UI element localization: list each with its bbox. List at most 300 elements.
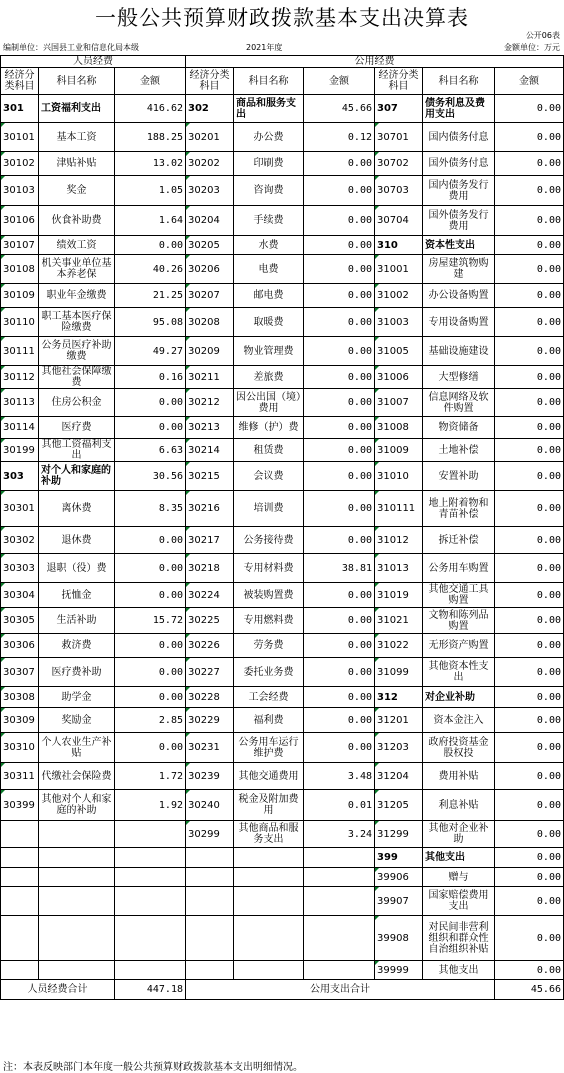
- amount-cell: 0.00: [495, 389, 564, 417]
- code-cell: 30108: [1, 255, 39, 284]
- amount-cell: 2.85: [115, 708, 186, 733]
- table-row: [1, 608, 564, 634]
- item-name-cell: 房屋建筑物购建: [423, 255, 495, 284]
- code-cell: 30103: [1, 176, 39, 206]
- item-name-cell: 工会经费: [234, 687, 304, 708]
- amount-cell: 0.00: [115, 236, 186, 255]
- item-name-cell: 国外债务付息: [423, 152, 495, 176]
- code-cell: [1, 887, 39, 916]
- table-row: [1, 887, 564, 916]
- amount-cell: 0.16: [115, 366, 186, 389]
- item-name-cell: 其他对个人和家庭的补助: [39, 790, 115, 821]
- item-name-cell: 奖金: [39, 176, 115, 206]
- amount-cell: 49.27: [115, 337, 186, 366]
- item-name-cell: 物业管理费: [234, 337, 304, 366]
- table-row: [1, 527, 564, 554]
- code-cell: 310111: [375, 491, 423, 527]
- table-row: [1, 583, 564, 608]
- code-cell: 30102: [1, 152, 39, 176]
- code-cell: 31005: [375, 337, 423, 366]
- code-cell: 31006: [375, 366, 423, 389]
- code-cell: 30107: [1, 236, 39, 255]
- amount-cell: 188.25: [115, 123, 186, 152]
- amount-cell: 30.56: [115, 462, 186, 491]
- item-name-cell: 培训费: [234, 491, 304, 527]
- amount-cell: 0.00: [495, 491, 564, 527]
- item-name-cell: 医疗费补助: [39, 658, 115, 687]
- amount-cell: 0.00: [304, 439, 375, 462]
- item-name-cell: 债务利息及费用支出: [423, 95, 495, 123]
- amount-cell: 40.26: [115, 255, 186, 284]
- amount-cell: 0.00: [304, 337, 375, 366]
- table-row: [1, 961, 564, 980]
- amount-cell: 0.00: [495, 255, 564, 284]
- amount-cell: 3.24: [304, 821, 375, 848]
- item-name-cell: 咨询费: [234, 176, 304, 206]
- table-row: [1, 284, 564, 308]
- code-cell: 30305: [1, 608, 39, 634]
- footnote: 注：本表反映部门本年度一般公共预算财政拨款基本支出明细情况。: [3, 1062, 303, 1073]
- item-name-cell: 文物和陈列品购置: [423, 608, 495, 634]
- code-cell: 31299: [375, 821, 423, 848]
- code-cell: 30114: [1, 417, 39, 439]
- code-cell: 30701: [375, 123, 423, 152]
- public-total-label: 公用支出合计: [186, 980, 495, 1000]
- code-cell: 30215: [186, 462, 234, 491]
- amount-cell: 0.00: [495, 821, 564, 848]
- item-name-cell: 印刷费: [234, 152, 304, 176]
- item-name-cell: 福利费: [234, 708, 304, 733]
- table-row: [1, 176, 564, 206]
- amount-cell: 0.00: [495, 634, 564, 658]
- code-cell: 30228: [186, 687, 234, 708]
- code-cell: 30311: [1, 763, 39, 790]
- amount-cell: [304, 848, 375, 868]
- code-cell: 30226: [186, 634, 234, 658]
- code-cell: 30207: [186, 284, 234, 308]
- item-name-cell: 公务用车购置: [423, 554, 495, 583]
- amount-cell: 0.00: [495, 763, 564, 790]
- amount-cell: 0.00: [304, 687, 375, 708]
- code-cell: 30101: [1, 123, 39, 152]
- amount-cell: 0.00: [495, 308, 564, 337]
- code-cell: 31013: [375, 554, 423, 583]
- form-number: 公开06表: [525, 31, 560, 40]
- amount-cell: 0.00: [495, 439, 564, 462]
- table-row: [1, 868, 564, 887]
- amount-cell: [115, 868, 186, 887]
- item-name-cell: 代缴社会保险费: [39, 763, 115, 790]
- table-row: [1, 152, 564, 176]
- item-name-cell: 个人农业生产补贴: [39, 733, 115, 763]
- item-name-cell: 伙食补助费: [39, 206, 115, 236]
- code-cell: 30205: [186, 236, 234, 255]
- amount-cell: 0.00: [495, 284, 564, 308]
- amount-cell: 0.00: [495, 658, 564, 687]
- amount-cell: 3.48: [304, 763, 375, 790]
- group-header-row: [1, 56, 564, 68]
- code-cell: 30301: [1, 491, 39, 527]
- item-name-cell: 抚恤金: [39, 583, 115, 608]
- code-cell: 30111: [1, 337, 39, 366]
- item-name-cell: 离休费: [39, 491, 115, 527]
- code-cell: 30211: [186, 366, 234, 389]
- code-cell: 31205: [375, 790, 423, 821]
- item-name-cell: 政府投资基金股权投: [423, 733, 495, 763]
- code-cell: 31008: [375, 417, 423, 439]
- code-cell: 39908: [375, 916, 423, 961]
- code-cell: 39907: [375, 887, 423, 916]
- code-cell: 30229: [186, 708, 234, 733]
- item-name-cell: 邮电费: [234, 284, 304, 308]
- item-name-cell: 奖励金: [39, 708, 115, 733]
- table-row: [1, 763, 564, 790]
- code-cell: 30206: [186, 255, 234, 284]
- item-name-cell: 基础设施建设: [423, 337, 495, 366]
- amount-cell: 1.64: [115, 206, 186, 236]
- table-row: [1, 821, 564, 848]
- code-header: 经济分类科目: [1, 68, 39, 95]
- amount-cell: 0.00: [304, 255, 375, 284]
- item-name-cell: 国内债务付息: [423, 123, 495, 152]
- amount-cell: 38.81: [304, 554, 375, 583]
- code-cell: 303: [1, 462, 39, 491]
- table-row: [1, 658, 564, 687]
- table-row: [1, 491, 564, 527]
- item-name-cell: 其他支出: [423, 848, 495, 868]
- code-cell: [186, 916, 234, 961]
- table-row: [1, 687, 564, 708]
- compiling-unit: 编制单位：兴国县工业和信息化局本级: [3, 43, 139, 52]
- item-name-cell: [234, 848, 304, 868]
- code-cell: 30212: [186, 389, 234, 417]
- item-name-cell: 税金及附加费用: [234, 790, 304, 821]
- code-cell: 399: [375, 848, 423, 868]
- code-cell: 31010: [375, 462, 423, 491]
- amount-header: 金额: [495, 68, 564, 95]
- item-name-cell: 会议费: [234, 462, 304, 491]
- item-name-cell: 办公设备购置: [423, 284, 495, 308]
- item-name-cell: 其他交通费用: [234, 763, 304, 790]
- code-cell: 30303: [1, 554, 39, 583]
- code-cell: 30113: [1, 389, 39, 417]
- code-cell: 30231: [186, 733, 234, 763]
- item-name-cell: 资本金注入: [423, 708, 495, 733]
- item-name-cell: 拆迁补偿: [423, 527, 495, 554]
- code-cell: 307: [375, 95, 423, 123]
- item-name-cell: 土地补偿: [423, 439, 495, 462]
- amount-cell: 0.00: [115, 389, 186, 417]
- item-name-cell: 其他对企业补助: [423, 821, 495, 848]
- code-cell: [186, 961, 234, 980]
- amount-cell: 0.00: [495, 337, 564, 366]
- item-name-cell: [39, 916, 115, 961]
- amount-cell: 0.00: [304, 206, 375, 236]
- code-cell: 30704: [375, 206, 423, 236]
- item-name-cell: 生活补助: [39, 608, 115, 634]
- item-name-cell: 劳务费: [234, 634, 304, 658]
- code-cell: 30225: [186, 608, 234, 634]
- item-name-cell: 职业年金缴费: [39, 284, 115, 308]
- item-name-cell: 电费: [234, 255, 304, 284]
- amount-cell: 0.00: [304, 634, 375, 658]
- code-cell: [1, 916, 39, 961]
- amount-cell: 0.00: [495, 961, 564, 980]
- code-header: 经济分类科目: [375, 68, 423, 95]
- amount-header: 金额: [304, 68, 375, 95]
- item-name-cell: 退职（役）费: [39, 554, 115, 583]
- item-name-cell: 退休费: [39, 527, 115, 554]
- amount-cell: 0.00: [115, 687, 186, 708]
- amount-cell: 0.00: [495, 206, 564, 236]
- code-cell: 30214: [186, 439, 234, 462]
- code-cell: 31204: [375, 763, 423, 790]
- code-cell: 31002: [375, 284, 423, 308]
- code-cell: 312: [375, 687, 423, 708]
- expenditure-table: [0, 55, 564, 1000]
- item-name-cell: 对个人和家庭的补助: [39, 462, 115, 491]
- item-name-cell: 无形资产购置: [423, 634, 495, 658]
- item-name-cell: [39, 821, 115, 848]
- amount-cell: 0.00: [304, 583, 375, 608]
- amount-cell: 0.01: [304, 790, 375, 821]
- item-name-cell: 地上附着物和青苗补偿: [423, 491, 495, 527]
- amount-cell: 0.00: [115, 634, 186, 658]
- item-name-cell: [234, 868, 304, 887]
- amount-cell: [115, 821, 186, 848]
- item-name-cell: 其他交通工具购置: [423, 583, 495, 608]
- personnel-total-label: 人员经费合计: [1, 980, 115, 1000]
- code-cell: 302: [186, 95, 234, 123]
- amount-cell: 0.00: [495, 916, 564, 961]
- amount-cell: 0.00: [495, 868, 564, 887]
- item-name-cell: 专用设备购置: [423, 308, 495, 337]
- item-name-cell: 助学金: [39, 687, 115, 708]
- item-name-cell: 其他资本性支出: [423, 658, 495, 687]
- table-row: [1, 236, 564, 255]
- amount-cell: 0.00: [495, 708, 564, 733]
- table-row: [1, 308, 564, 337]
- item-name-cell: 差旅费: [234, 366, 304, 389]
- code-cell: 31007: [375, 389, 423, 417]
- code-cell: 31099: [375, 658, 423, 687]
- amount-cell: 0.00: [495, 366, 564, 389]
- code-cell: [1, 848, 39, 868]
- code-cell: 301: [1, 95, 39, 123]
- item-name-cell: 利息补贴: [423, 790, 495, 821]
- item-name-cell: 专用燃料费: [234, 608, 304, 634]
- item-name-cell: 绩效工资: [39, 236, 115, 255]
- amount-cell: 0.00: [304, 608, 375, 634]
- code-cell: 30302: [1, 527, 39, 554]
- code-cell: 30703: [375, 176, 423, 206]
- code-cell: 30110: [1, 308, 39, 337]
- amount-cell: 416.62: [115, 95, 186, 123]
- totals-row: [1, 980, 564, 1000]
- code-cell: 30199: [1, 439, 39, 462]
- item-name-cell: [234, 887, 304, 916]
- item-name-cell: 手续费: [234, 206, 304, 236]
- item-name-cell: 国家赔偿费用支出: [423, 887, 495, 916]
- amount-cell: 0.00: [304, 527, 375, 554]
- code-cell: 31021: [375, 608, 423, 634]
- amount-cell: 0.00: [115, 583, 186, 608]
- code-cell: [186, 848, 234, 868]
- amount-cell: 0.00: [304, 389, 375, 417]
- item-name-cell: [39, 887, 115, 916]
- item-name-cell: 医疗费: [39, 417, 115, 439]
- item-name-cell: 工资福利支出: [39, 95, 115, 123]
- column-header-row: [1, 68, 564, 95]
- amount-cell: 0.00: [495, 527, 564, 554]
- amount-cell: 0.00: [304, 152, 375, 176]
- amount-cell: [304, 961, 375, 980]
- code-cell: 31003: [375, 308, 423, 337]
- item-name-cell: 因公出国（境）费用: [234, 389, 304, 417]
- code-header: 经济分类科目: [186, 68, 234, 95]
- code-cell: 31001: [375, 255, 423, 284]
- code-cell: 30201: [186, 123, 234, 152]
- code-cell: 31009: [375, 439, 423, 462]
- table-row: [1, 255, 564, 284]
- table-row: [1, 733, 564, 763]
- table-row: [1, 206, 564, 236]
- personnel-group-header: 人员经费: [1, 56, 186, 68]
- code-cell: 30213: [186, 417, 234, 439]
- amount-cell: 0.00: [304, 366, 375, 389]
- code-cell: 31201: [375, 708, 423, 733]
- table-row: [1, 337, 564, 366]
- item-name-cell: 赠与: [423, 868, 495, 887]
- item-name-cell: [234, 961, 304, 980]
- code-cell: 310: [375, 236, 423, 255]
- code-cell: 30203: [186, 176, 234, 206]
- amount-cell: 8.35: [115, 491, 186, 527]
- public-group-header: 公用经费: [186, 56, 564, 68]
- item-name-cell: 专用材料费: [234, 554, 304, 583]
- amount-cell: [304, 868, 375, 887]
- code-cell: 30304: [1, 583, 39, 608]
- code-cell: 30240: [186, 790, 234, 821]
- amount-cell: 0.00: [304, 176, 375, 206]
- name-header: 科目名称: [39, 68, 115, 95]
- table-row: [1, 554, 564, 583]
- amount-cell: 1.05: [115, 176, 186, 206]
- personnel-total-value: 447.18: [115, 980, 186, 1000]
- item-name-cell: 其他商品和服务支出: [234, 821, 304, 848]
- code-cell: 30217: [186, 527, 234, 554]
- item-name-cell: 机关事业单位基本养老保: [39, 255, 115, 284]
- amount-cell: 0.00: [304, 658, 375, 687]
- code-cell: 30204: [186, 206, 234, 236]
- code-cell: 30299: [186, 821, 234, 848]
- table-row: [1, 916, 564, 961]
- item-name-cell: 对民间非营利组织和群众性自治组织补贴: [423, 916, 495, 961]
- table-row: [1, 123, 564, 152]
- code-cell: 30399: [1, 790, 39, 821]
- code-cell: 30109: [1, 284, 39, 308]
- item-name-cell: 维修（护）费: [234, 417, 304, 439]
- item-name-cell: 物资储备: [423, 417, 495, 439]
- amount-cell: 0.00: [115, 527, 186, 554]
- code-cell: 30239: [186, 763, 234, 790]
- amount-cell: [304, 887, 375, 916]
- amount-cell: 1.92: [115, 790, 186, 821]
- item-name-cell: 其他工资福利支出: [39, 439, 115, 462]
- code-cell: [1, 961, 39, 980]
- table-row: [1, 462, 564, 491]
- code-cell: 31022: [375, 634, 423, 658]
- code-cell: 30218: [186, 554, 234, 583]
- item-name-cell: 取暖费: [234, 308, 304, 337]
- amount-cell: 0.00: [495, 887, 564, 916]
- amount-cell: 1.72: [115, 763, 186, 790]
- item-name-cell: 其他社会保障缴费: [39, 366, 115, 389]
- amount-cell: 0.00: [495, 790, 564, 821]
- item-name-cell: 对企业补助: [423, 687, 495, 708]
- code-cell: 39906: [375, 868, 423, 887]
- item-name-cell: 住房公积金: [39, 389, 115, 417]
- item-name-cell: 费用补贴: [423, 763, 495, 790]
- amount-cell: 0.00: [495, 848, 564, 868]
- code-cell: 30307: [1, 658, 39, 687]
- code-cell: 31203: [375, 733, 423, 763]
- amount-cell: 45.66: [304, 95, 375, 123]
- code-cell: 30310: [1, 733, 39, 763]
- amount-cell: 0.00: [495, 152, 564, 176]
- amount-cell: 0.00: [304, 462, 375, 491]
- amount-cell: 0.00: [495, 417, 564, 439]
- item-name-cell: 资本性支出: [423, 236, 495, 255]
- item-name-cell: 其他支出: [423, 961, 495, 980]
- item-name-cell: 商品和服务支出: [234, 95, 304, 123]
- amount-cell: 0.12: [304, 123, 375, 152]
- amount-cell: 0.00: [495, 123, 564, 152]
- amount-cell: 0.00: [495, 554, 564, 583]
- code-cell: 30306: [1, 634, 39, 658]
- amount-cell: 0.00: [304, 308, 375, 337]
- item-name-cell: 委托业务费: [234, 658, 304, 687]
- amount-cell: 0.00: [304, 733, 375, 763]
- amount-cell: 0.00: [495, 95, 564, 123]
- item-name-cell: 国外债务发行费用: [423, 206, 495, 236]
- item-name-cell: 公务用车运行维护费: [234, 733, 304, 763]
- code-cell: 30209: [186, 337, 234, 366]
- item-name-cell: 基本工资: [39, 123, 115, 152]
- amount-cell: 0.00: [495, 608, 564, 634]
- amount-cell: 0.00: [304, 284, 375, 308]
- item-name-cell: 大型修缮: [423, 366, 495, 389]
- amount-cell: [115, 961, 186, 980]
- amount-cell: 0.00: [304, 708, 375, 733]
- code-cell: [1, 821, 39, 848]
- item-name-cell: 信息网络及软件购置: [423, 389, 495, 417]
- amount-cell: 0.00: [115, 417, 186, 439]
- amount-cell: [304, 916, 375, 961]
- item-name-cell: [39, 868, 115, 887]
- code-cell: 39999: [375, 961, 423, 980]
- amount-cell: 6.63: [115, 439, 186, 462]
- item-name-cell: 公务员医疗补助缴费: [39, 337, 115, 366]
- code-cell: [1, 868, 39, 887]
- code-cell: 30309: [1, 708, 39, 733]
- item-name-cell: 职工基本医疗保险缴费: [39, 308, 115, 337]
- amount-cell: 0.00: [495, 462, 564, 491]
- amount-cell: [115, 848, 186, 868]
- amount-cell: 0.00: [304, 417, 375, 439]
- item-name-cell: 办公费: [234, 123, 304, 152]
- item-name-cell: 公务接待费: [234, 527, 304, 554]
